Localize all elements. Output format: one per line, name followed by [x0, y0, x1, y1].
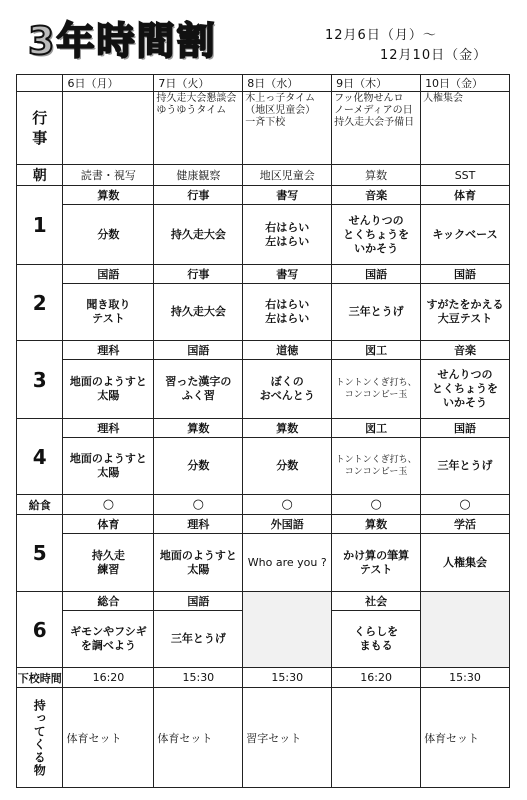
- period-4-subject-fri: 国語: [421, 419, 510, 438]
- items-wed: 習字セット: [243, 688, 332, 788]
- dismissal-tue: 15:30: [154, 668, 243, 688]
- event-mon: [63, 92, 154, 165]
- period-3-content-wed: ぼくの おべんとう: [243, 360, 332, 419]
- period-5-content-thu: かけ算の筆算 テスト: [332, 534, 421, 592]
- dismissal-thu: 16:20: [332, 668, 421, 688]
- items-label: 持ってくる物: [32, 698, 47, 777]
- period-3-label: 3: [17, 341, 63, 419]
- period-4-content-fri: 三年とうげ: [421, 438, 510, 495]
- day-header-tue: 7日（火）: [154, 75, 243, 92]
- period-1-subject-wed: 書写: [243, 186, 332, 205]
- day-header-thu: 9日（木）: [332, 75, 421, 92]
- title-grade: 3: [28, 19, 57, 63]
- morning-row: [17, 165, 510, 186]
- morning-thu: 算数: [332, 165, 421, 186]
- period-4-content-thu: トントンくぎ打ち、 コンコンビー玉: [332, 438, 421, 495]
- morning-label: 朝: [17, 165, 63, 186]
- period-6-fri-blank: [421, 592, 510, 668]
- date-start: 12月6日（月）～: [325, 28, 437, 43]
- period-1-content-thu: せんりつの とくちょうを いかそう: [332, 205, 421, 265]
- period-4-content-wed: 分数: [243, 438, 332, 495]
- period-6-subject-tue: 国語: [154, 592, 243, 611]
- period-4-content-mon: 地面のようすと 太陽: [63, 438, 154, 495]
- morning-mon: 読書・視写: [63, 165, 154, 186]
- dismissal-row: [17, 668, 510, 688]
- events-label: 行 事: [17, 92, 63, 165]
- period-6-content-mon: ギモンやフシギ を調べよう: [63, 611, 154, 668]
- period-5-content-row: [17, 534, 510, 592]
- period-5-content-wed: Who are you ?: [243, 534, 332, 592]
- period-4-label: 4: [17, 419, 63, 495]
- period-1-subject-row: [17, 186, 510, 205]
- corner-cell: [17, 75, 63, 92]
- event-fri: 人権集会: [421, 92, 510, 165]
- date-end: 12月10日（金）: [380, 48, 488, 63]
- period-5-subject-fri: 学活: [421, 515, 510, 534]
- lunch-fri: ○: [421, 495, 510, 515]
- period-3-content-mon: 地面のようすと 太陽: [63, 360, 154, 419]
- lunch-thu: ○: [332, 495, 421, 515]
- period-4-content-tue: 分数: [154, 438, 243, 495]
- period-2-content-mon: 聞き取り テスト: [63, 284, 154, 341]
- period-6-label: 6: [17, 592, 63, 668]
- title-jikanwari: 時間割: [96, 19, 217, 63]
- period-5-label: 5: [17, 515, 63, 592]
- period-1-content-mon: 分数: [63, 205, 154, 265]
- period-1-content-tue: 持久走大会: [154, 205, 243, 265]
- period-2-subject-mon: 国語: [63, 265, 154, 284]
- period-4-subject-mon: 理科: [63, 419, 154, 438]
- morning-tue: 健康観察: [154, 165, 243, 186]
- lunch-mon: ○: [63, 495, 154, 515]
- period-6-subject-row: [17, 592, 510, 611]
- period-5-content-fri: 人権集会: [421, 534, 510, 592]
- lunch-tue: ○: [154, 495, 243, 515]
- dismissal-wed: 15:30: [243, 668, 332, 688]
- items-tue: 体育セット: [154, 688, 243, 788]
- period-2-subject-tue: 行事: [154, 265, 243, 284]
- period-3-subject-fri: 音楽: [421, 341, 510, 360]
- period-4-subject-wed: 算数: [243, 419, 332, 438]
- period-2-content-wed: 右はらい 左はらい: [243, 284, 332, 341]
- period-3-subject-mon: 理科: [63, 341, 154, 360]
- items-mon: 体育セット: [63, 688, 154, 788]
- period-2-subject-row: [17, 265, 510, 284]
- period-4-subject-thu: 図工: [332, 419, 421, 438]
- period-1-content-fri: キックベース: [421, 205, 510, 265]
- event-tue: 持久走大会懇談会 ゆうゆうタイム: [154, 92, 243, 165]
- period-1-subject-mon: 算数: [63, 186, 154, 205]
- period-5-subject-tue: 理科: [154, 515, 243, 534]
- event-wed: 木上っ子タイム （地区児童会） 一斉下校: [243, 92, 332, 165]
- period-4-content-row: [17, 438, 510, 495]
- period-3-content-thu: トントンくぎ打ち、 コンコンビー玉: [332, 360, 421, 419]
- period-6-content-tue: 三年とうげ: [154, 611, 243, 668]
- period-2-content-thu: 三年とうげ: [332, 284, 421, 341]
- period-3-content-tue: 習った漢字の ふく習: [154, 360, 243, 419]
- morning-fri: SST: [421, 165, 510, 186]
- period-1-label: 1: [17, 186, 63, 265]
- period-3-content-fri: せんりつの とくちょうを いかそう: [421, 360, 510, 419]
- period-5-content-tue: 地面のようすと 太陽: [154, 534, 243, 592]
- period-6-subject-thu: 社会: [332, 592, 421, 611]
- title-nen: 年: [56, 19, 97, 63]
- lunch-row: [17, 495, 510, 515]
- period-1-subject-fri: 体育: [421, 186, 510, 205]
- period-3-subject-thu: 図工: [332, 341, 421, 360]
- items-label-cell: [17, 688, 63, 788]
- period-3-subject-wed: 道徳: [243, 341, 332, 360]
- lunch-label: 給食: [17, 495, 63, 515]
- event-thu: フッ化物せんロ ノーメディアの日 持久走大会予備日: [332, 92, 421, 165]
- period-5-content-mon: 持久走 練習: [63, 534, 154, 592]
- day-header-row: [17, 75, 510, 92]
- period-1-subject-tue: 行事: [154, 186, 243, 205]
- period-6-wed-blank: [243, 592, 332, 668]
- period-5-subject-mon: 体育: [63, 515, 154, 534]
- header: [0, 0, 527, 76]
- period-2-subject-wed: 書写: [243, 265, 332, 284]
- items-thu: [332, 688, 421, 788]
- period-3-subject-row: [17, 341, 510, 360]
- page-title: [28, 10, 216, 65]
- day-header-fri: 10日（金）: [421, 75, 510, 92]
- period-1-subject-thu: 音楽: [332, 186, 421, 205]
- period-5-subject-wed: 外国語: [243, 515, 332, 534]
- period-2-subject-thu: 国語: [332, 265, 421, 284]
- period-2-content-tue: 持久走大会: [154, 284, 243, 341]
- period-2-content-fri: すがたをかえる 大豆テスト: [421, 284, 510, 341]
- morning-wed: 地区児童会: [243, 165, 332, 186]
- period-6-content-thu: くらしを まもる: [332, 611, 421, 668]
- period-5-subject-row: [17, 515, 510, 534]
- dismissal-label: 下校時間: [17, 668, 63, 688]
- period-2-content-row: [17, 284, 510, 341]
- dismissal-fri: 15:30: [421, 668, 510, 688]
- dismissal-mon: 16:20: [63, 668, 154, 688]
- items-row: [17, 688, 510, 788]
- period-2-subject-fri: 国語: [421, 265, 510, 284]
- period-3-subject-tue: 国語: [154, 341, 243, 360]
- period-4-subject-row: [17, 419, 510, 438]
- period-2-label: 2: [17, 265, 63, 341]
- lunch-wed: ○: [243, 495, 332, 515]
- period-3-content-row: [17, 360, 510, 419]
- period-1-content-row: [17, 205, 510, 265]
- items-fri: 体育セット: [421, 688, 510, 788]
- day-header-wed: 8日（水）: [243, 75, 332, 92]
- period-4-subject-tue: 算数: [154, 419, 243, 438]
- period-1-content-wed: 右はらい 左はらい: [243, 205, 332, 265]
- timetable: [16, 74, 510, 788]
- events-row: [17, 92, 510, 165]
- period-5-subject-thu: 算数: [332, 515, 421, 534]
- period-6-subject-mon: 総合: [63, 592, 154, 611]
- day-header-mon: 6日（月）: [63, 75, 154, 92]
